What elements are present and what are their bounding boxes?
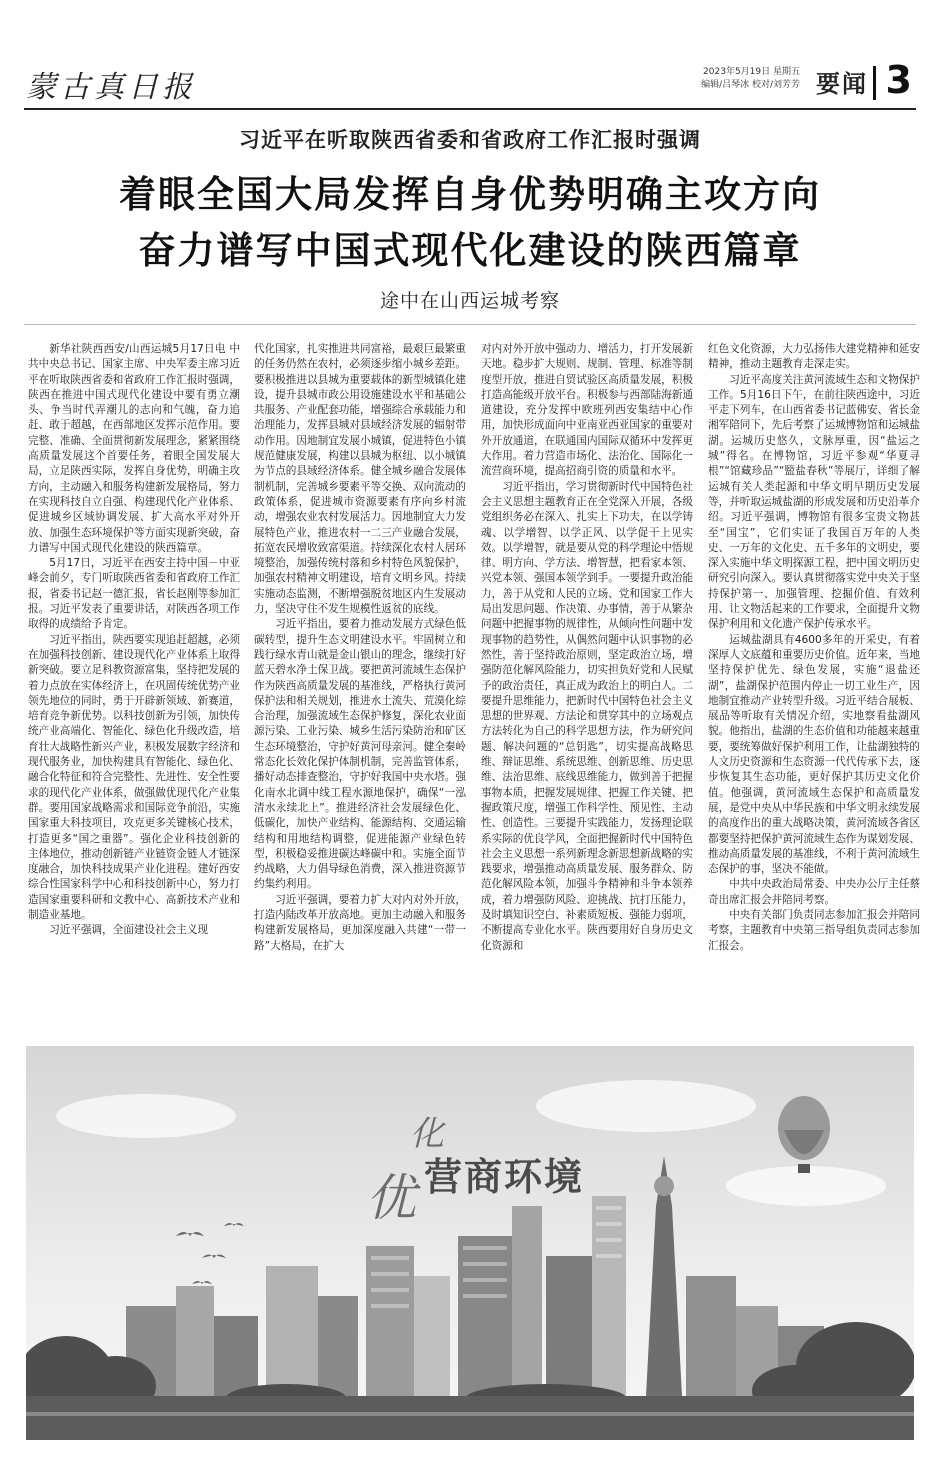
newspaper-logo: 蒙古真日报 [26, 70, 196, 105]
paragraph: 对内对外开放中强动力、增活力，打开发展新天地。稳步扩大规则、规制、管理、标准等制度型开放，推进自贸试验区高质量发展，积极打造高能级开放平台。积极参与西部陆海新通道建设，充分发挥中欧班列西安集结中心作用，加快形成面向中亚南亚西亚国家的重要对外开放通道，在联通国内国际双循环中发挥更大作用。着力营造市场化、法治化、国际化一流营商环境，提高招商引资的质量和水平。 [481, 343, 693, 478]
road-line [26, 1412, 914, 1416]
banner-title: 营商环境 [424, 1154, 585, 1199]
article-column-4 [708, 342, 920, 1032]
paragraph: 习近平高度关注黄河流域生态和文物保护工作。5月16日下午，在前往陕西途中，习近平走下列车，在山西省委书记蓝佛安、省长金湘军陪同下，先后考察了运城博物馆和运城盐湖。运城历史悠久，文脉厚重，因“盐运之城”得名。在博物馆，习近平参观“华夏寻根”“馆藏珍品”“盬盐春秋”等展厅，详细了解运城有关人类起源和中华文明早期历史发展等，并听取运城盐湖的形成发展和历史沿革介绍。习近平强调，博物馆有很多宝贵文物甚至“国宝”，它们实证了我国百万年的人类史、一万年的文化史、五千多年的文明史，要深入实施中华文明探源工程，把中国文明历史研究引向深入。要认真贯彻落实党中央关于坚持保护第一、加强管理、挖掘价值、有效利用、让文物活起来的工作要求，全面提升文物保护利用和文化遗产保护传承水平。 [708, 373, 920, 631]
paragraph: 习近平指出，要着力推动发展方式绿色低碳转型，提升生态文明建设水平。牢固树立和践行绿水青山就是金山银山的理念，继续打好蓝天碧水净土保卫战。要把黄河流域生态保护作为陕西高质量发展的基准线，严格执行黄河保护法和相关规划，推进水土流失、荒漠化综合治理，加强流域生态保护修复，深化农业面源污染、工业污染、城乡生活污染防治和矿区生态环境整治，守护好黄河母亲河。健全秦岭常态化长效化保护体制机制，完善监管体系，播好动态排查整治，守护好我国中央水塔。强化南水北调中线工程水源地保护，确保“一泓清水永续北上”。推进经济社会发展绿色化、低碳化，加快产业结构、能源结构、交通运输结构和用地结构调整，促进能源产业绿色转型，积极稳妥推进碳达峰碳中和。实施全面节约战略，大力倡导绿色消费，深入推进资源节约集约利用。 [254, 618, 466, 891]
article-subtitle: 途中在山西运城考察 [379, 290, 560, 312]
article-column-2 [254, 342, 466, 1032]
paragraph: 习近平指出，陕西要实现追赶超越，必须在加强科技创新、建设现代化产业体系上取得新突破。要立足科教资源富集，坚持把发展的着力点放在实体经济上，在巩固传统优势产业领先地位的同时，勇于开辟新领域、新赛道，培育竞争新优势。以科技创新为引领，加快传统产业高端化、智能化、绿色化升级改造，培育壮大战略性新兴产业，积极发展数字经济和现代服务业，加快构建具有智能化、绿色化、融合化特征和符合完整性、先进性、安全性要求的现代化产业体系，做强做优现代化产业集群。要用国家战略需求和国际竞争前沿，实施国家重大科技项目，攻克更多关键核心技术，打造更多“国之重器”。强化企业科技创新的主体地位，推动创新链产业链资金链人才链深度融合，加快科技成果产业化进程。建好西安综合性国家科学中心和科技创新中心，努力打造国家重要科研和文教中心、高新技术产业和制造业基地。 [28, 633, 240, 921]
paragraph: 红色文化资源，大力弘扬伟大建党精神和延安精神，推动主题教育走深走实。 [708, 343, 920, 371]
headline-line-2: 奋力谱写中国式现代化建设的陕西篇章 [138, 229, 802, 272]
paragraph: 中共中央政治局常委、中央办公厅主任蔡奇出席汇报会并陪同考察。 [708, 878, 920, 906]
section-label: 要闻 [816, 70, 868, 98]
paragraph: 运城盐湖具有4600多年的开采史，有着深厚人文底蕴和重要历史价值。近年来，当地坚持保护优先、绿色发展，实施“退盐还湖”，盐湖保护范围内停止一切工业生产，因地制宜推动产业转型升级。习近平结合展板、展品等听取有关情况介绍，实地察看盐湖风貌。他指出，盐湖的生态价值和功能越来越重要，要统筹做好保护利用工作，让盐湖独特的人文历史资源和生态资源一代代传承下去，逐步恢复其生态功能，更好保护其历史文化价值。他强调，黄河流域生态保护和高质量发展，是党中央从中华民族和中华文明永续发展的高度作出的重大战略决策，黄河流域各省区都要坚持把保护黄河流域生态作为谋划发展、推动高质量发展的基准线，不利于黄河流域生态保护的事，坚决不能做。 [708, 633, 920, 876]
article-column-1 [28, 342, 240, 1032]
paragraph: 新华社陕西西安/山西运城5月17日电 中共中央总书记、国家主席、中央军委主席习近平在听取陕西省委和省政府工作汇报时强调，陕西在推进中国式现代化建设中要有勇立潮头、争当时代弄潮儿的志向和气魄，奋力追赶、敢于超越，在西部地区发挥示范作用。要完整、准确、全面贯彻新发展理念，紧紧围绕高质量发展这个首要任务，着眼全国发展大局，立足陕西实际，发挥自身优势，明确主攻方向，主动融入和服务构建新发展格局，努力在实现科技自立自强、构建现代化产业体系、促进城乡区域协调发展、扩大高水平对外开放、加强生态环境保护等方面实现新突破，奋力谱写中国式现代化建设的陕西篇章。 [28, 343, 240, 554]
issue-meta [701, 66, 800, 92]
masthead [24, 58, 916, 110]
city-skyline-illustration [26, 1046, 914, 1440]
article-column-3 [481, 342, 693, 1032]
paragraph: 代化国家，扎实推进共同富裕，最艰巨最繁重的任务仍然在农村，必须逐步缩小城乡差距。要积极推进以县城为重要载体的新型城镇化建设，提升县城市政公用设施建设水平和基础公共服务、产业配套功能，增强综合承载能力和治理能力，发挥县城对县域经济发展的辐射带动作用。因地制宜发展小城镇，促进特色小镇规范健康发展，构建以县城为枢纽、以小城镇为节点的县域经济体系。健全城乡融合发展体制机制，完善城乡要素平等交换、双向流动的政策体系，促进城市资源要素有序向乡村流动，增强农业农村发展活力。因地制宜大力发展特色产业，推进农村一二三产业融合发展，拓宽农民增收致富渠道。持续深化农村人居环境整治，加强传统村落和乡村特色风貌保护，加强农村精神文明建设，培育文明乡风。持续实施动态监测，不断增强脱贫地区内生发展动力，坚决守住不发生规模性返贫的底线。 [254, 343, 466, 616]
advert-banner [26, 1046, 914, 1440]
ground [26, 1396, 914, 1440]
section-divider [873, 66, 876, 100]
editor-credits: 编辑/吕琴冰 校对/刘芳芳 [701, 80, 800, 90]
paragraph: 习近平强调，要着力扩大对内对外开放，打造内陆改革开放高地。更加主动融入和服务构建新发展格局，更加深度融入共建“一带一路”大格局，在扩大 [254, 893, 466, 952]
divider [24, 324, 916, 325]
page-number: 3 [885, 58, 912, 102]
banner-accent-hua: 化 [410, 1114, 444, 1154]
paragraph: 中央有关部门负责同志参加汇报会并陪同考察，主题教育中央第三指导组负责同志参加汇报会。 [708, 908, 920, 952]
paragraph: 习近平指出，学习贯彻新时代中国特色社会主义思想主题教育正在全党深入开展，各级党组织务必在深入、扎实上下功夫，在以学铸魂、以学增智、以学正风、以学促干上见实效。以学增智，就是要从党的科学理论中悟规律、明方向、学方法、增智慧，把看家本领、兴党本领、强国本领学到手。一要提升政治能力，善于从党和人民的立场、党和国家工作大局出发思问题、作决策、办事情，善于从繁杂问题中把握事物的规律性，从倾向性问题中发现事物的趋势性，从偶然问题中认识事物的必然性，善于坚持政治原则，坚定政治立场，增强防范化解风险能力，切实担负好党和人民赋予的政治责任，真正成为政治上的明白人。二要提升思维能力，把新时代中国特色社会主义思想的世界观、方法论和贯穿其中的立场观点方法转化为自己的科学思想方法，作为研究问题、解决问题的“总钥匙”，切实提高战略思维、辩证思维、系统思维、创新思维、历史思维、法治思维、底线思维能力，做到善于把握事物本质，把握发展规律、把握工作关键、把握政策尺度，增强工作科学性、预见性、主动性、创造性。三要提升实践能力，发扬理论联系实际的优良学风，全面把握新时代中国特色社会主义思想一系列新理念新思想新战略的实践要求，增强推动高质量发展、服务群众、防范化解风险本领，加强斗争精神和斗争本领养成，着力增强防风险、迎挑战、抗打压能力，及时填知识空白、补素质短板、强能力弱项，不断提高专业化水平。陕西要用好自身历史文化资源和 [481, 480, 693, 952]
paragraph: 5月17日，习近平在西安主持中国－中亚峰会前夕，专门听取陕西省委和省政府工作汇报，省委书记赵一德汇报，省长赵刚等参加汇报。习近平发表了重要讲话，对陕西各项工作取得的成绩给予肯定。 [28, 557, 240, 631]
headline-line-1: 着眼全国大局发挥自身优势明确主攻方向 [119, 173, 821, 216]
issue-date: 2023年5月19日 星期五 [703, 67, 800, 77]
article-kicker: 习近平在听取陕西省委和省政府工作汇报时强调 [239, 128, 701, 152]
banner-accent-you: 优 [366, 1169, 416, 1227]
paragraph: 习近平强调，全面建设社会主义现 [49, 924, 209, 937]
